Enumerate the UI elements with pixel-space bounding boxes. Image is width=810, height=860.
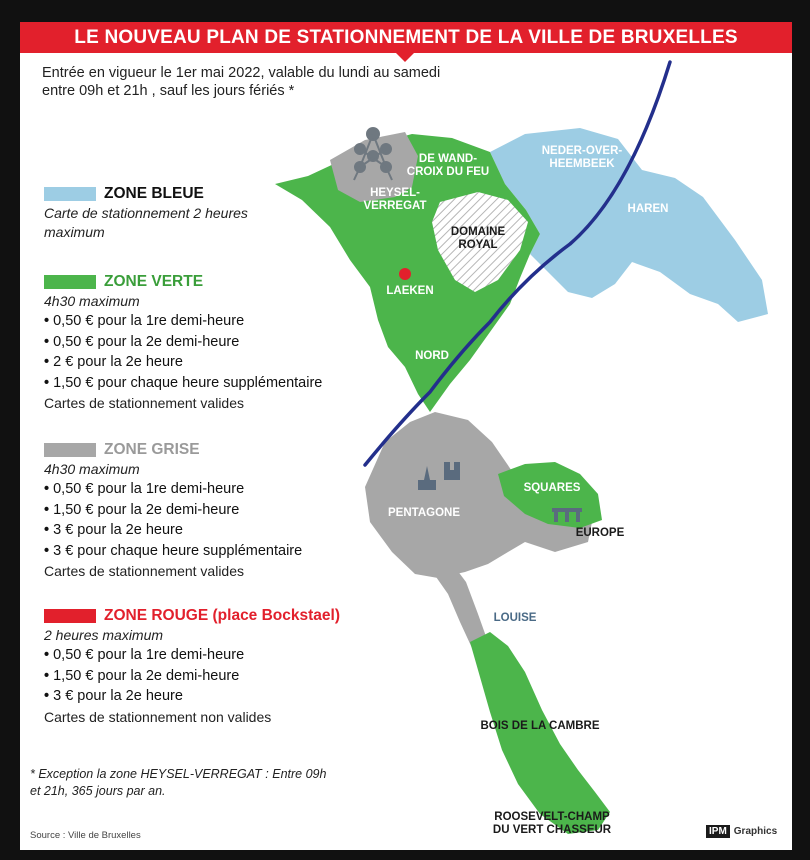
- swatch-bleue: [44, 187, 96, 201]
- zone-rouge-rule: • 0,50 € pour la 1re demi-heure: [44, 647, 245, 663]
- zone-grise-louise-area: [428, 558, 488, 648]
- footnote: * Exception la zone HEYSEL-VERREGAT : Entre 09h et 21h, 365 jours par an.: [30, 767, 327, 798]
- zone-verte-note: Cartes de stationnement valides: [44, 395, 244, 411]
- zone-grise-note: Cartes de stationnement valides: [44, 563, 244, 579]
- zone-rouge-rule: • 3 € pour la 2e heure: [44, 688, 183, 704]
- zone-verte-rule: • 0,50 € pour la 2e demi-heure: [44, 333, 240, 350]
- zone-rouge-note: Cartes de stationnement non valides: [44, 708, 272, 725]
- label-heysel: HEYSEL-VERREGAT: [363, 187, 427, 212]
- zone-verte-title: ZONE VERTE: [104, 273, 204, 290]
- label-europe: EUROPE: [575, 527, 625, 539]
- zone-verte-rule: • 2 € pour la 2e heure: [44, 354, 183, 370]
- intro-text: Entrée en vigueur le 1er mai 2022, valable du lundi au samedi entre 09h et 21h , sauf les jours fériés *: [42, 65, 441, 99]
- zone-grise-rule: • 0,50 € pour la 1re demi-heure: [44, 481, 245, 497]
- zone-grise-subtitle: 4h30 maximum: [44, 461, 140, 477]
- source-credit: Source : Ville de Bruxelles: [30, 830, 141, 841]
- label-neder: NEDER-OVER-HEEMBEEK: [541, 145, 623, 170]
- ipm-graphics-logo: [706, 825, 777, 838]
- label-roosevelt: ROOSEVELT-CHAMP DU VERT CHASSEUR: [492, 811, 612, 836]
- zone-grise-rule: • 1,50 € pour la 2e demi-heure: [44, 501, 240, 518]
- zone-grise-rule: • 3 € pour la 2e heure: [44, 522, 183, 538]
- swatch-verte: [44, 275, 96, 289]
- zone-grise-title: ZONE GRISE: [104, 441, 200, 458]
- zone-bleue-subtitle: Carte de stationnement 2 heures maximum: [44, 205, 248, 240]
- label-pentagone: PENTAGONE: [388, 507, 460, 519]
- ipm-text: Graphics: [733, 826, 778, 837]
- legend-zone-verte: [44, 272, 404, 413]
- legend-zone-rouge: [44, 606, 404, 727]
- zone-rouge-title: ZONE ROUGE (place Bockstael): [104, 607, 341, 624]
- label-louise: LOUISE: [493, 612, 537, 624]
- title-banner: LE NOUVEAU PLAN DE STATIONNEMENT DE LA VILLE DE BRUXELLES: [20, 22, 792, 53]
- zone-verte-rule: • 0,50 € pour la 1re demi-heure: [44, 313, 245, 329]
- label-laeken: LAEKEN: [386, 285, 434, 297]
- zone-rouge-rule: • 1,50 € pour la 2e demi-heure: [44, 667, 240, 684]
- label-bois: BOIS DE LA CAMBRE: [480, 720, 600, 732]
- legend-zone-grise: [44, 440, 404, 581]
- label-haren: HAREN: [627, 203, 669, 215]
- label-domaine: DOMAINE ROYAL: [450, 226, 506, 251]
- label-nord: NORD: [415, 350, 449, 362]
- zone-rouge-subtitle: 2 heures maximum: [44, 627, 164, 643]
- label-wand: DE WAND-CROIX DU FEU: [406, 153, 490, 178]
- zone-grise-rule: • 3 € pour chaque heure supplémentaire: [44, 542, 303, 559]
- zone-verte-rule: • 1,50 € pour chaque heure supplémentaire: [44, 374, 323, 391]
- legend-zone-bleue: [44, 184, 404, 242]
- zone-bleue-title: ZONE BLEUE: [104, 185, 204, 202]
- arcades-icon: [552, 508, 582, 522]
- zone-verte-subtitle: 4h30 maximum: [44, 293, 140, 309]
- swatch-rouge: [44, 609, 96, 623]
- zone-verte-bois-area: [470, 632, 610, 834]
- swatch-grise: [44, 443, 96, 457]
- infographic-card: [20, 22, 792, 850]
- label-squares: SQUARES: [523, 482, 581, 494]
- ipm-box: IPM: [706, 825, 730, 838]
